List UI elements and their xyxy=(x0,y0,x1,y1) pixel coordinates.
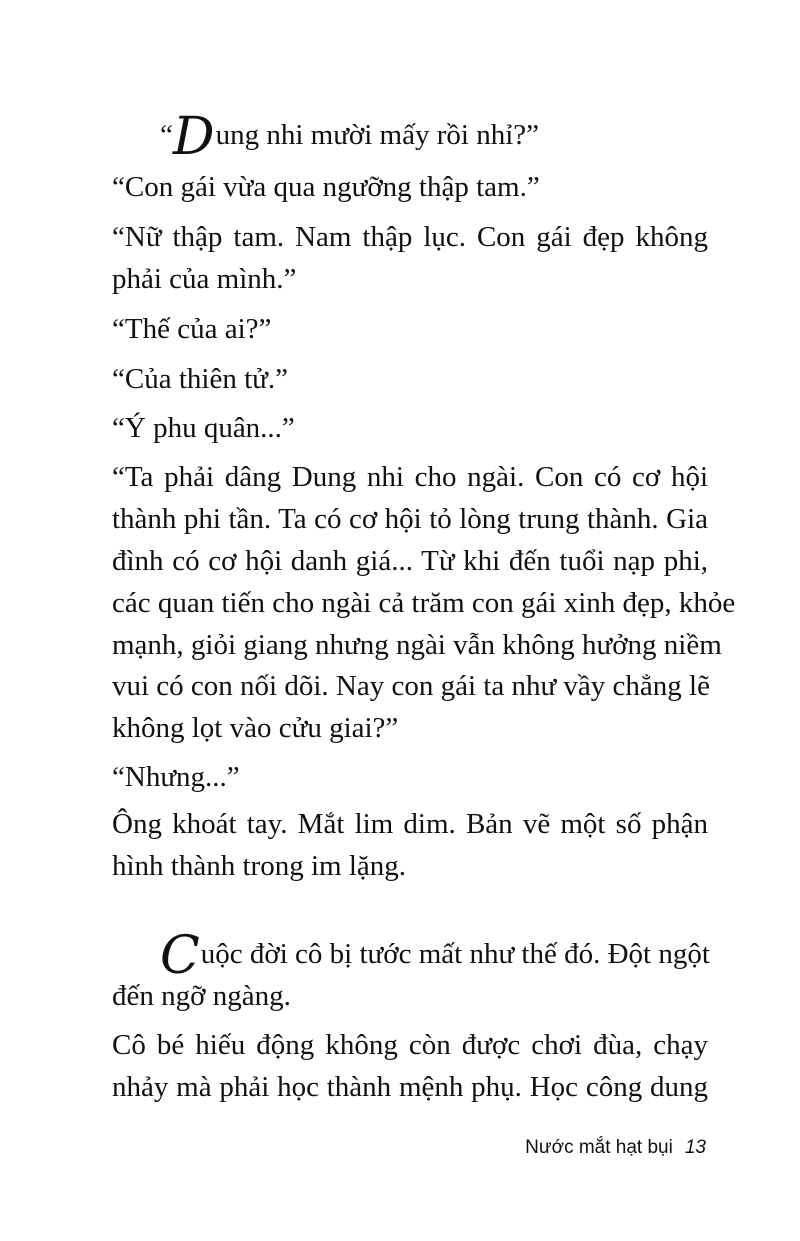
paragraph-line: hình thành trong im lặng. xyxy=(112,850,406,882)
drop-cap-d: D xyxy=(172,107,215,167)
paragraph-line: vui có con nối dõi. Nay con gái ta như vầy chẳng lẽ xyxy=(112,670,710,702)
book-title: Nước mắt hạt bụi xyxy=(525,1137,673,1158)
paragraph-line: “Nữ thập tam. Nam thập lục. Con gái đẹp không xyxy=(112,221,708,253)
paragraph-line: “Thế của ai?” xyxy=(112,313,272,345)
paragraph-line: Cô bé hiếu động không còn được chơi đùa, chạy xyxy=(112,1029,708,1061)
paragraph-line: mạnh, giỏi giang nhưng ngài vẫn không hưởng niềm xyxy=(112,629,722,661)
paragraph-line: các quan tiến cho ngài cả trăm con gái xinh đẹp, khỏe xyxy=(112,587,736,619)
opening-quote: “ xyxy=(160,119,173,151)
opening-line-text: uộc đời cô bị tước mất như thế đó. Đột ngột xyxy=(200,938,710,970)
section-2-opening-line xyxy=(160,926,710,986)
page-footer xyxy=(525,1136,706,1160)
paragraph-line: “Của thiên tử.” xyxy=(112,363,288,395)
paragraph-line: “Nhưng...” xyxy=(112,761,240,793)
paragraph-line: không lọt vào cửu giai?” xyxy=(112,712,399,744)
paragraph-line: phải của mình.” xyxy=(112,263,297,295)
page-number: 13 xyxy=(684,1137,706,1158)
paragraph-line: “Ta phải dâng Dung nhi cho ngài. Con có cơ hội xyxy=(112,461,708,493)
paragraph-line: “Ý phu quân...” xyxy=(112,412,295,444)
paragraph-line: đến ngỡ ngàng. xyxy=(112,980,291,1012)
paragraph-line: “Con gái vừa qua ngưỡng thập tam.” xyxy=(112,171,540,203)
paragraph-line: thành phi tần. Ta có cơ hội tỏ lòng trung thành. Gia xyxy=(112,503,708,535)
paragraph-line: nhảy mà phải học thành mệnh phụ. Học công dung xyxy=(112,1071,708,1103)
drop-cap-c: C xyxy=(160,926,200,986)
paragraph-line: đình có cơ hội danh giá... Từ khi đến tuổi nạp phi, xyxy=(112,545,708,577)
paragraph-line: Ông khoát tay. Mắt lim dim. Bản vẽ một số phận xyxy=(112,808,708,840)
section-1-opening-line xyxy=(160,107,756,167)
opening-line-text: ung nhi mười mấy rồi nhỉ?” xyxy=(215,119,539,151)
